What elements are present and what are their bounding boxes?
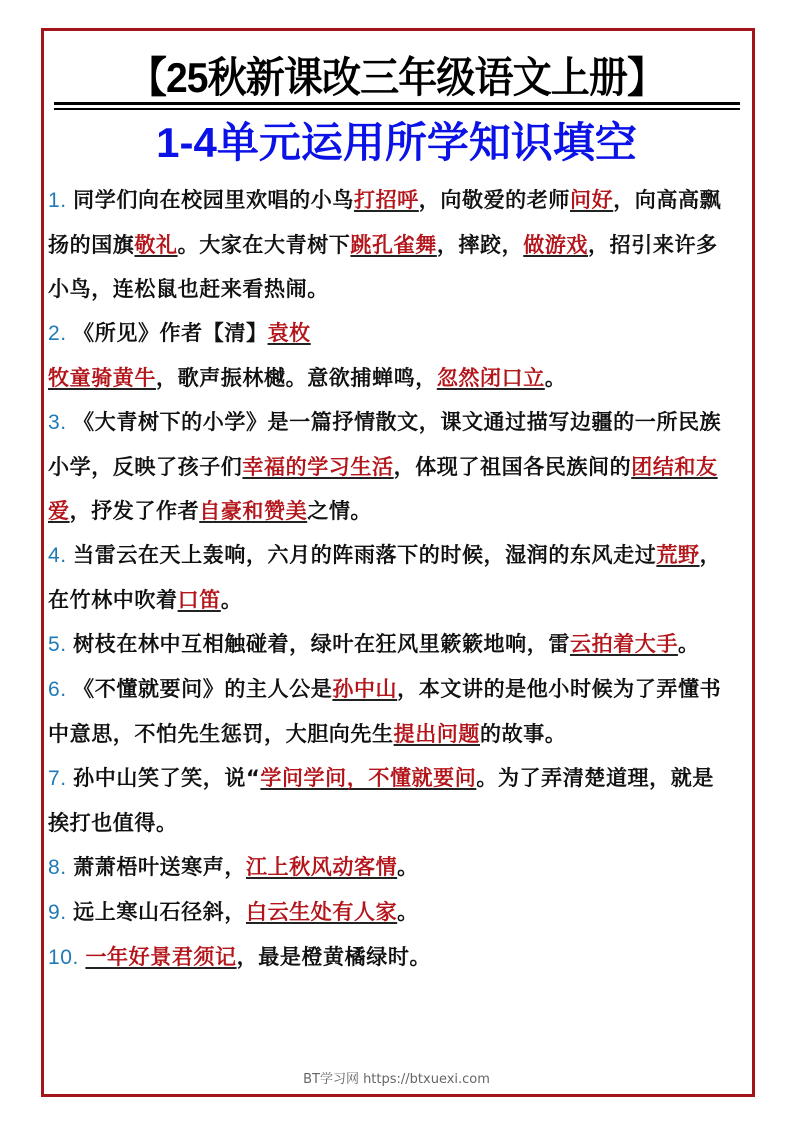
footer-watermark: BT学习网 https://btxuexi.com (303, 1072, 490, 1087)
answer-blank: 一年好景君须记 (85, 945, 237, 969)
question-text: 。 (220, 588, 243, 612)
question-text: ，招引来许多小鸟，连松鼠也赶来看热闹。 (48, 233, 718, 301)
question-list (48, 178, 728, 980)
answer-blank: 自豪和赞美 (199, 499, 308, 523)
question-text: 《不懂就要问》的主人公是 (73, 677, 333, 701)
answer-blank: 袁枚 (267, 321, 311, 345)
question-text: ，摔跤， (436, 233, 524, 257)
question-text: ，在竹林中吹着 (48, 543, 722, 612)
question-number: 1. (48, 189, 74, 212)
question-text: 之情。 (307, 499, 373, 523)
answer-blank: 提出问题 (393, 722, 481, 746)
answer-blank: 做游戏 (523, 233, 589, 257)
question-text: ，体现了祖国各民族间的 (393, 455, 632, 479)
question-text: 。为了弄清楚道理，就是挨打也值得。 (48, 766, 714, 835)
answer-blank: 牧童骑黄牛 (48, 366, 156, 390)
question-text: 。 (397, 855, 419, 879)
question-text: 当雷云在天上轰响，六月的阵雨落下的时候，湿润的东风走过 (73, 543, 657, 567)
question-number: 5. (48, 633, 74, 656)
answer-blank: 荒野 (656, 543, 700, 567)
question-number: 8. (48, 856, 74, 879)
question-text: ，歌声振林樾。意欲捕蝉鸣， (156, 366, 437, 390)
question-text: 萧萧梧叶送寒声， (73, 855, 246, 879)
question-item (48, 667, 728, 756)
answer-blank: 江上秋风动客情 (245, 855, 398, 879)
question-number: 2. (48, 322, 74, 345)
question-number: 9. (48, 901, 74, 924)
question-number: 10. (48, 946, 86, 969)
question-text: 。 (544, 366, 567, 390)
question-text: 同学们向在校园里欢唱的小鸟 (73, 188, 354, 212)
question-text: ，抒发了作者 (69, 499, 200, 523)
question-number: 7. (48, 767, 74, 790)
answer-blank: 学问学问，不懂就要问 (260, 766, 477, 790)
question-item (48, 890, 728, 935)
question-text: ，向敬爱的老师 (418, 188, 570, 212)
question-item (48, 935, 728, 980)
title-rule-thick (54, 102, 740, 105)
question-number: 4. (48, 544, 74, 567)
answer-blank: 云拍着大手 (569, 632, 678, 656)
answer-blank: 忽然闭口立 (436, 366, 545, 390)
answer-blank: 幸福的学习生活 (242, 455, 394, 479)
answer-blank: 白云生处有人家 (245, 900, 398, 924)
question-item (48, 845, 728, 890)
question-text: ，本文讲的是他小时候为了弄懂书中意思，不怕先生惩罚，大胆向先生 (48, 677, 722, 746)
question-text: 。大家在大青树下 (177, 233, 351, 257)
answer-blank: 团结和友爱 (48, 455, 718, 523)
question-number: 3. (48, 411, 74, 434)
question-item (48, 178, 728, 311)
answer-blank: 问好 (569, 188, 614, 212)
question-text: 树枝在林中互相触碰着，绿叶在狂风里簌簌地响，雷 (73, 632, 570, 656)
question-item (48, 756, 728, 845)
question-text: 远上寒山石径斜， (73, 900, 246, 924)
question-text: 《大青树下的小学》是一篇抒情散文，课文通过描写边疆的一所民族小学，反映了孩子们 (48, 410, 722, 479)
question-text: 。 (397, 900, 419, 924)
question-text: 《所见》作者【清】 (73, 321, 268, 345)
question-text: 。 (677, 632, 700, 656)
question-item (48, 311, 728, 400)
question-item (48, 622, 728, 667)
question-text: 孙中山笑了笑，说“ (73, 766, 261, 790)
answer-blank: 打招呼 (353, 188, 419, 212)
question-text: 的故事。 (480, 722, 567, 746)
question-text: ，向高高飘扬的国旗 (48, 188, 722, 257)
question-text: ，最是橙黄橘绿时。 (236, 945, 432, 969)
question-item (48, 400, 728, 533)
question-item (48, 533, 728, 622)
question-number: 6. (48, 678, 74, 701)
document-title: 【25秋新课改三年级语文上册】 (127, 54, 666, 101)
title-rule-thin (54, 108, 740, 110)
answer-blank: 敬礼 (134, 233, 178, 257)
answer-blank: 口笛 (177, 588, 221, 612)
document-subtitle: 1-4单元运用所学知识填空 (156, 119, 637, 166)
answer-blank: 跳孔雀舞 (350, 233, 437, 257)
answer-blank: 孙中山 (332, 677, 398, 701)
